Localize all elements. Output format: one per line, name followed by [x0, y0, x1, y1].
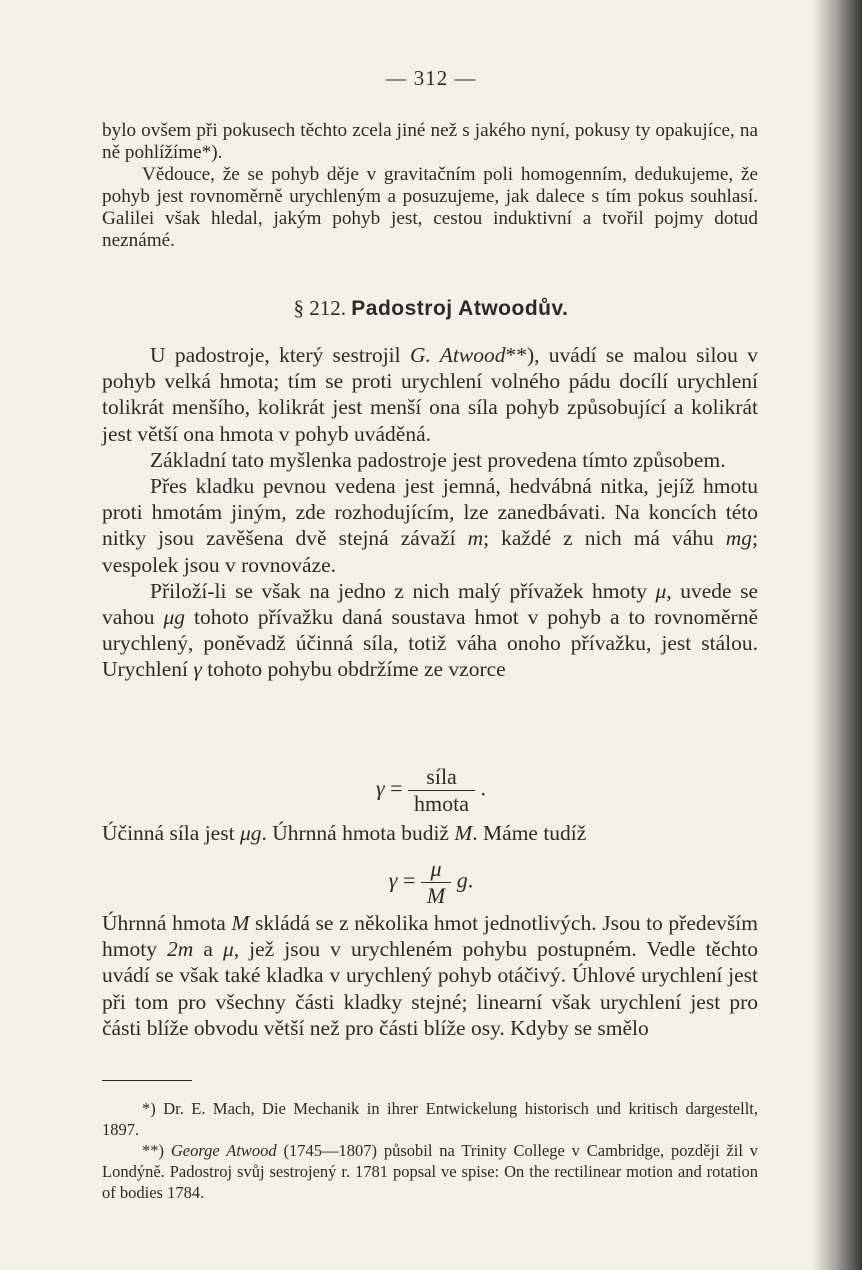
text-run: Přiloží-li se však na jedno z nich malý přívažek hmoty [150, 578, 656, 603]
formula-gamma-sila-hmota [0, 764, 862, 817]
text-run: tohoto pohybu obdržíme ze vzorce [201, 657, 506, 682]
symbol-2m: 2m [167, 937, 194, 962]
body-text-upper [102, 342, 758, 683]
page-number: — 312 — [385, 66, 477, 90]
intro-text [102, 120, 758, 252]
symbol-mug: μg [239, 821, 262, 845]
paragraph-2: Základní tato myšlenka padostroje jest provedena tímto způsobem. [150, 447, 726, 472]
text-run: U padostroje, který sestrojil [150, 343, 410, 367]
footnote-2 [102, 1140, 758, 1203]
body-text-middle [102, 820, 758, 846]
formula-gamma-mu-M-g [0, 856, 862, 909]
text-run: **), uvádí se malou silou v pohyb velká hmota; tím se proti urychlení volného pádu docílí urychlení tolikrát menšího, kolikrát jest menší ona síla pohyb způsobující a kolikrát jest větší ona hmota v pohyb uváděná. [102, 343, 758, 446]
text-run: a [193, 937, 223, 962]
footnotes [102, 1098, 758, 1203]
fraction-numerator: síla [426, 764, 457, 789]
formula-equals: = [402, 867, 416, 893]
paragraph-3 [102, 473, 758, 578]
text-run: (1745—1807) působil na Trinity College v Cambridge, později žil v Londýně. Padostroj svůj sestrojený r. 1781 popsal ve spise: On the rectilinear motion and rotation of bodies 1784. [102, 1141, 759, 1202]
text-run: , uvede se vahou [102, 578, 758, 630]
text-run: Účinná síla jest [102, 821, 240, 845]
formula-lhs: γ [375, 775, 385, 801]
symbol-mu: μ [655, 578, 667, 603]
section-heading [0, 296, 862, 321]
paragraph-4 [102, 578, 758, 683]
text-run: ; každé z nich má váhu [483, 526, 726, 551]
symbol-mu: μ [222, 937, 234, 962]
section-title: Padostroj Atwoodův. [351, 297, 569, 320]
footnote-author: George Atwood [170, 1141, 277, 1160]
page-edge-shadow [812, 0, 862, 1270]
text-run: . Úhrnná hmota budiž [261, 821, 455, 845]
text-run: Přes kladku pevnou vedena jest jemná, hedvábná nitka, jejíž hmotu proti hmotám jiným, zde rozhodujícím, lze zanedbávati. Na koncích této nitky jsou zavěšena dvě stejná závaží [102, 474, 758, 551]
symbol-M: M [454, 821, 473, 845]
symbol-gamma: γ [193, 657, 202, 682]
text-run: , jež jsou v urychleném pohybu postupném. Vedle těchto uvádí se však také kladka v urychlený pohyb otáčivý. Úhlové urychlení jest při tom pro všechny části kladky stejné; linearní však urychlení jest pro části blíže obvodu větší než pro části blíže osy. Kdyby se smělo [102, 937, 758, 1040]
paragraph-5 [102, 820, 758, 846]
intro-paragraph-1: bylo ovšem při pokusech těchto zcela jiné než s jakého nyní, pokusy ty opakujíce, na ně pohlížíme*). [102, 120, 758, 163]
symbol-m: m [467, 526, 484, 551]
footnote-1: *) Dr. E. Mach, Die Mechanik in ihrer Entwickelung historisch und kritisch dargestellt, 1897. [102, 1099, 758, 1139]
formula-fraction [408, 764, 475, 817]
symbol-mg: mg [725, 526, 753, 551]
formula-g: g [456, 867, 468, 893]
footnote-mark: **) [142, 1141, 171, 1160]
body-text-lower [102, 910, 758, 1041]
paragraph-6 [102, 910, 758, 1041]
section-number: § 212. [293, 296, 347, 320]
footnote-divider [102, 1080, 192, 1081]
fraction-denominator: M [421, 882, 451, 909]
formula-fraction [421, 856, 451, 909]
text-run: tohoto přívažku daná soustava hmot v pohyb a to rovnoměrně urychlený, poněvadž účinná síla, totiž váha onoho přívažku, jest stálou. Urychlení [102, 605, 758, 682]
formula-lhs: γ [388, 867, 398, 893]
fraction-numerator: μ [430, 856, 442, 881]
text-run: Úhrnná hmota [102, 911, 232, 935]
symbol-M: M [231, 911, 250, 935]
formula-period: . [480, 775, 487, 801]
author-name: G. Atwood [409, 343, 506, 367]
symbol-mug: μg [163, 605, 186, 630]
text-run: skládá se z několika hmot jednotlivých. Jsou to především hmoty [102, 911, 758, 962]
paragraph-1 [102, 342, 758, 447]
text-run: . Máme tudíž [472, 821, 587, 845]
fraction-denominator: hmota [408, 790, 475, 817]
formula-period: . [467, 867, 474, 893]
formula-equals: = [390, 775, 403, 801]
intro-paragraph-2: Vědouce, že se pohyb děje v gravitačním poli homogenním, dedukujeme, že pohyb jest rovnoměrně urychleným a posuzujeme, jak dalece s tím pokus souhlasí. Galilei však hledal, jakým pohyb jest, cestou induktivní a tvořil pojmy dotud neznámé. [102, 164, 758, 251]
text-run: ; vespolek jsou v rovnováze. [102, 526, 758, 577]
